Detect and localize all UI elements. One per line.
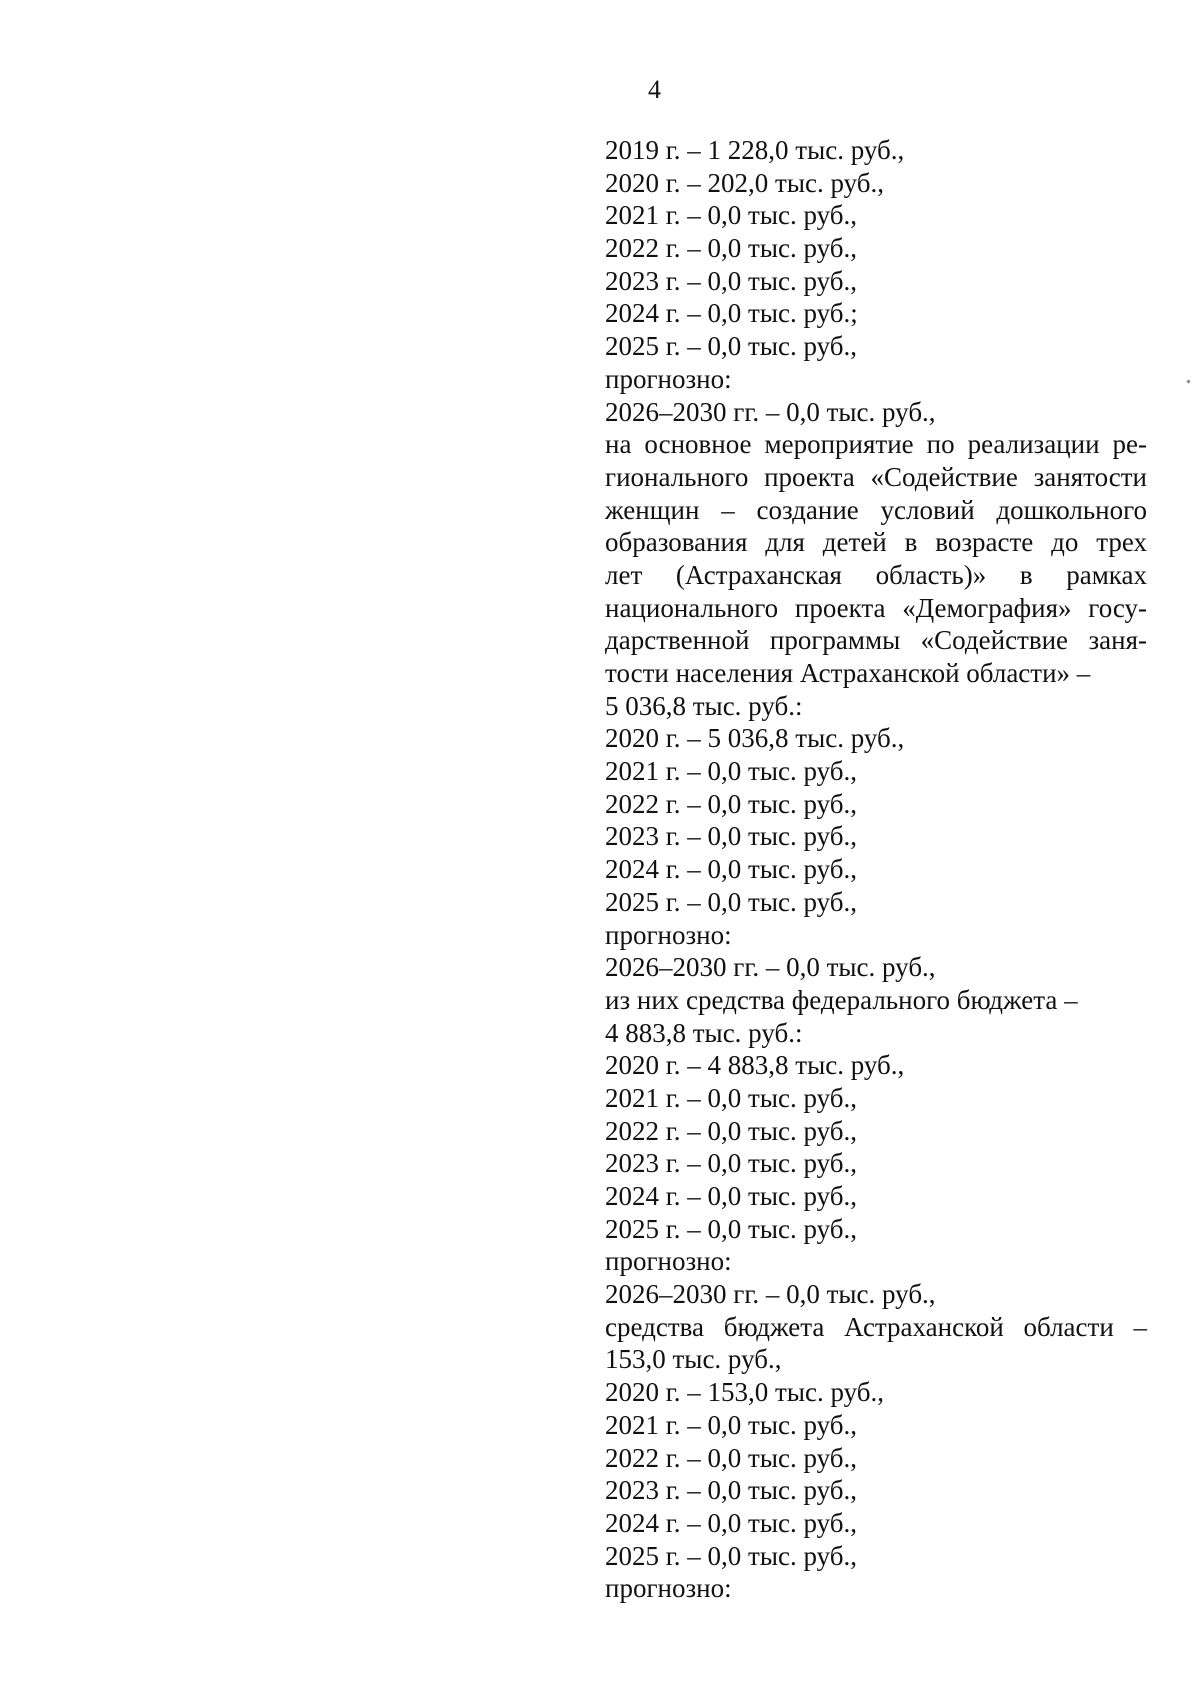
text-line: прогнозно: — [605, 1246, 732, 1277]
text-line: из них средства федерального бюджета – — [605, 984, 1078, 1015]
text-line: прогнозно: — [605, 363, 732, 394]
text-line: 2021 г. – 0,0 тыс. руб., — [605, 1409, 857, 1440]
text-line: 2026–2030 гг. – 0,0 тыс. руб., — [605, 952, 936, 983]
text-line: 5 036,8 тыс. руб.: — [605, 690, 803, 721]
scan-speck — [1186, 379, 1190, 383]
text-line: 2022 г. – 0,0 тыс. руб., — [605, 788, 857, 819]
text-line: 2025 г. – 0,0 тыс. руб., — [605, 886, 857, 917]
text-line: 2022 г. – 0,0 тыс. руб., — [605, 1442, 857, 1473]
text-line: 2021 г. – 0,0 тыс. руб., — [605, 756, 857, 787]
text-line: лет (Астраханская область)» в рамках — [605, 559, 1147, 590]
text-line: тости населения Астраханской области» – — [605, 658, 1091, 688]
page-number: 4 — [648, 75, 661, 104]
text-line: прогнозно: — [605, 1573, 732, 1604]
text-line: 4 883,8 тыс. руб.: — [605, 1017, 803, 1048]
text-line: 2019 г. – 1 228,0 тыс. руб., — [605, 135, 905, 165]
text-line: 2026–2030 гг. – 0,0 тыс. руб., — [605, 1279, 936, 1310]
text-line: 2025 г. – 0,0 тыс. руб., — [605, 1213, 857, 1244]
text-line: образования для детей в возрасте до трех — [605, 527, 1147, 558]
text-line: 2023 г. – 0,0 тыс. руб., — [605, 821, 857, 852]
text-line: на основное мероприятие по реализации ре- — [605, 429, 1147, 460]
text-line: 2023 г. – 0,0 тыс. руб., — [605, 1475, 857, 1506]
text-line: прогнозно: — [605, 919, 732, 950]
text-line: 2024 г. – 0,0 тыс. руб.; — [605, 298, 858, 329]
text-column — [605, 134, 1147, 1605]
text-line: 2022 г. – 0,0 тыс. руб., — [605, 233, 857, 264]
text-line: 2023 г. – 0,0 тыс. руб., — [605, 265, 857, 296]
text-line: 2020 г. – 5 036,8 тыс. руб., — [605, 723, 905, 754]
text-line: средства бюджета Астраханской области – — [605, 1311, 1147, 1342]
text-line: 2026–2030 гг. – 0,0 тыс. руб., — [605, 396, 936, 427]
text-line: женщин – создание условий дошкольного — [605, 494, 1147, 525]
text-line: 2024 г. – 0,0 тыс. руб., — [605, 854, 857, 885]
text-line: 2021 г. – 0,0 тыс. руб., — [605, 200, 857, 231]
text-line: 2025 г. – 0,0 тыс. руб., — [605, 331, 857, 362]
text-line: 2021 г. – 0,0 тыс. руб., — [605, 1082, 857, 1113]
text-line: 2020 г. – 202,0 тыс. руб., — [605, 167, 884, 198]
text-line: национального проекта «Демография» госу- — [605, 592, 1147, 623]
text-line: 2020 г. – 4 883,8 тыс. руб., — [605, 1050, 905, 1081]
text-line: 2020 г. – 153,0 тыс. руб., — [605, 1377, 884, 1408]
text-line: 2025 г. – 0,0 тыс. руб., — [605, 1540, 857, 1571]
text-line: 2023 г. – 0,0 тыс. руб., — [605, 1148, 857, 1179]
text-line: 2024 г. – 0,0 тыс. руб., — [605, 1181, 857, 1211]
text-line: гионального проекта «Содействие занятости — [605, 461, 1147, 492]
text-line: 153,0 тыс. руб., — [605, 1344, 782, 1375]
text-line: 2022 г. – 0,0 тыс. руб., — [605, 1115, 857, 1146]
text-line: 2024 г. – 0,0 тыс. руб., — [605, 1507, 857, 1538]
text-line: дарственной программы «Содействие заня- — [605, 625, 1147, 656]
